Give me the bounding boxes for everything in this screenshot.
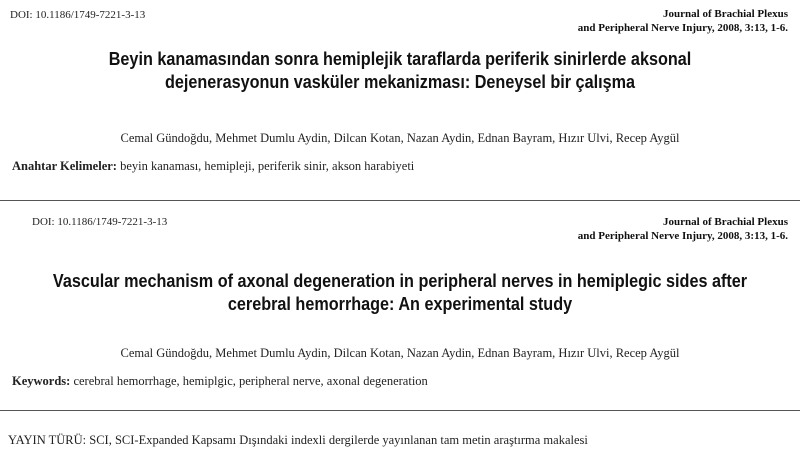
turkish-keywords-label: Anahtar Kelimeler:: [12, 159, 117, 173]
turkish-journal-citation: [578, 7, 788, 35]
english-title: [40, 270, 760, 316]
english-keywords: [12, 374, 428, 389]
turkish-authors: Cemal Gündoğdu, Mehmet Dumlu Aydin, Dilcan Kotan, Nazan Aydin, Ednan Bayram, Hızır Ulvi, Recep Aygül: [120, 131, 680, 145]
english-keywords-label: Keywords:: [12, 374, 71, 388]
turkish-journal-name: Journal of Brachial Plexus: [663, 8, 788, 20]
english-section: [0, 200, 800, 410]
turkish-title: [40, 48, 760, 94]
turkish-journal-details: and Peripheral Nerve Injury, 2008, 3:13, 1-6.: [577, 22, 788, 34]
english-journal-name: Journal of Brachial Plexus: [663, 216, 788, 228]
english-title-line-2: cerebral hemorrhage: An experimental study: [227, 294, 573, 314]
english-title-line-1: Vascular mechanism of axonal degeneration in peripheral nerves in hemiplegic sides after: [52, 271, 748, 291]
turkish-keywords-value: beyin kanaması, hemipleji, periferik sinir, akson harabiyeti: [116, 159, 415, 173]
english-doi: DOI: 10.1186/1749-7221-3-13: [32, 216, 168, 228]
turkish-keywords: [12, 159, 414, 174]
turkish-doi: DOI: 10.1186/1749-7221-3-13: [10, 9, 146, 21]
english-journal-citation: [578, 215, 788, 243]
turkish-section: [0, 0, 800, 200]
english-keywords-value: cerebral hemorrhage, hemiplgic, peripheral nerve, axonal degeneration: [70, 374, 428, 388]
publication-type-footer: YAYIN TÜRÜ: SCI, SCI-Expanded Kapsamı Dışındaki indexli dergilerde yayınlanan tam metin araştırma makalesi: [8, 433, 588, 447]
turkish-title-line-1: Beyin kanamasından sonra hemiplejik taraflarda periferik sinirlerde aksonal: [108, 49, 692, 69]
section-divider-bottom: [0, 410, 800, 411]
english-authors: Cemal Gündoğdu, Mehmet Dumlu Aydin, Dilcan Kotan, Nazan Aydin, Ednan Bayram, Hızır Ulvi, Recep Aygül: [120, 346, 680, 360]
turkish-title-line-2: dejenerasyonun vasküler mekanizması: Deneysel bir çalışma: [164, 72, 636, 92]
english-journal-details: and Peripheral Nerve Injury, 2008, 3:13, 1-6.: [577, 230, 788, 242]
